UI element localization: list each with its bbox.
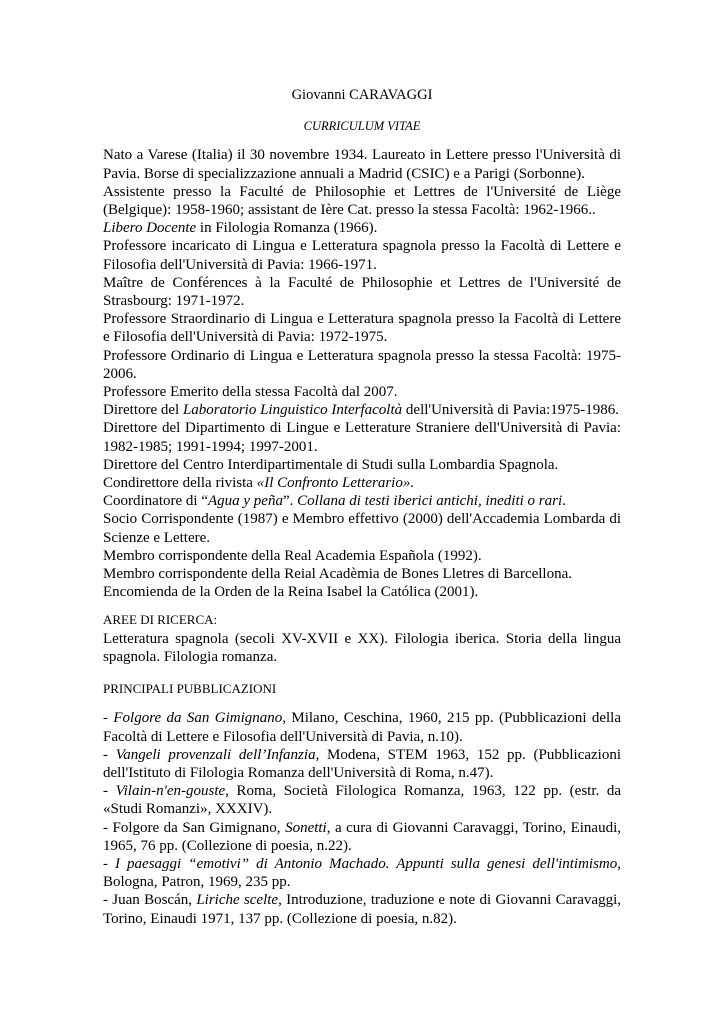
publication-item (103, 855, 621, 891)
cv-entry-text: in Filologia Romanza (1966). (196, 220, 378, 237)
cv-entry (103, 547, 621, 565)
cv-entry-italic-text: «Il Confronto Letterario». (256, 475, 415, 492)
cv-entry-text: Professore Straordinario di Lingua e Letteratura spagnola presso la Facoltà di Lettere e Filosofia dell'Università di Pavia: 1972-1975. (103, 311, 621, 346)
cv-entry-italic-text: Libero Docente (103, 220, 197, 237)
publication-item-italic-text: Liriche scelte, (196, 892, 282, 909)
section-title: CURRICULUM VITAE (303, 119, 421, 134)
publication-item-text: , Milano, Ceschina, 1960, 215 pp. (Pubblicazioni della Facoltà di Lettere e Filosofia dell'Università di Pavia, n.10). (103, 710, 621, 745)
cv-entry-text: Membro corrispondente della Reial Acadèmia de Bones Lletres di Barcellona. (103, 566, 573, 583)
cv-entry-italic-text: Agua y peña (207, 493, 283, 510)
page-content (103, 86, 621, 928)
cv-entry (103, 456, 621, 474)
publication-item-italic-text: Sonetti (285, 819, 327, 836)
publication-item (103, 709, 621, 745)
cv-entry (103, 237, 621, 273)
publication-item-text: , Modena, STEM 1963, 152 pp. (Pubblicazioni dell'Istituto di Filologia Romanza dell'Università di Roma, n.47). (103, 746, 622, 781)
cv-entry-text: Professore Ordinario di Lingua e Letteratura spagnola presso la stessa Facoltà: 1975-2006. (103, 347, 621, 382)
publications-list (103, 709, 621, 927)
publication-item-italic-text: Vangeli provenzali dell’Infanzia (115, 746, 316, 763)
cv-entry (103, 583, 621, 601)
cv-entry-text: Maître de Conférences à la Faculté de Philosophie et Lettres de l'Université de Strasbourg: 1971-1972. (103, 274, 621, 310)
publication-item-italic-text: Vilain-n'en-gouste (115, 783, 226, 800)
cv-entry-text: Professore incaricato di Lingua e Letteratura spagnola presso la Facoltà di Lettere e Filosofia dell'Università di Pavia: 1966-1971. (103, 238, 621, 273)
research-text: Letteratura spagnola (secoli XV-XVII e XX). Filologia iberica. Storia della lingua spagnola. Filologia romanza. (103, 630, 621, 665)
cv-entry (103, 183, 621, 219)
cv-entry-italic-text: Laboratorio Linguistico Interfacoltà (182, 402, 403, 419)
cv-entry-text: Socio Corrispondente (1987) e Membro effettivo (2000) dell'Accademia Lombarda di Scienze e Lettere. (103, 511, 621, 546)
publication-item-text: - (103, 855, 116, 872)
publication-item-italic-text: I paesaggi “emotivi” di Antonio Machado. Appunti sulla genesi dell'intimismo, (115, 855, 621, 872)
publication-item-text: - Folgore da San Gimignano, (103, 819, 286, 836)
cv-entry (103, 274, 621, 310)
publication-item-text: - (103, 710, 114, 727)
publication-item (103, 819, 621, 855)
author-name: Giovanni CARAVAGGI (291, 87, 433, 103)
publication-item-text: - Juan Boscán, (103, 892, 197, 909)
cv-entry-text: Membro corrispondente della Real Academia Española (1992). (103, 547, 482, 564)
cv-entry-text: Coordinatore di “ (103, 493, 208, 510)
research-heading: AREE DI RICERCA: (103, 612, 218, 628)
cv-entry-text: . (562, 493, 566, 510)
publication-item-text: - (103, 783, 116, 800)
cv-entry (103, 347, 621, 383)
cv-entry (103, 383, 621, 401)
cv-entry-text: Direttore del (103, 402, 183, 419)
cv-entry (103, 219, 621, 237)
publication-item (103, 746, 621, 782)
cv-entry (103, 510, 621, 546)
cv-entry-italic-text: Collana di testi iberici antichi, inediti o rari (297, 493, 563, 510)
cv-entry (103, 401, 621, 419)
cv-entry-text: Assistente presso la Faculté de Philosophie et Lettres de l'Université de Liège (Belgique): 1958-1960; assistant de Ière Cat. presso la stessa Facoltà: 1962-1966.. (103, 183, 621, 219)
publication-item-italic-text: Folgore da San Gimignano (113, 710, 283, 727)
cv-entry-text: Encomienda de la Orden de la Reina Isabel la Católica (2001). (103, 584, 479, 601)
cv-entry (103, 474, 621, 492)
cv-entry-text: Direttore del Centro Interdipartimentale di Studi sulla Lombardia Spagnola. (103, 456, 559, 473)
cv-entry (103, 492, 621, 510)
publication-item-text: - (103, 746, 116, 763)
cv-entry-text: ”. (282, 493, 298, 510)
publication-item (103, 891, 621, 927)
publication-item-text: , Roma, Società Filologica Romanza, 1963, 122 pp. (estr. da «Studi Romanzi», XXXIV). (103, 783, 621, 818)
cv-entry-text: Nato a Varese (Italia) il 30 novembre 1934. Laureato in Lettere presso l'Università di Pavia. Borse di specializzazione annuali a Madrid (CSIC) e a Parigi (Sorbonne). (103, 147, 621, 182)
publication-item-text: Bologna, Patron, 1969, 235 pp. (103, 874, 291, 891)
publication-item (103, 782, 621, 818)
cv-entry (103, 419, 621, 455)
publication-item-text: Introduzione, traduzione e note di Giovanni Caravaggi, Torino, Einaudi 1971, 137 pp. (Collezione di poesia, n.82). (103, 892, 622, 927)
cv-entry-text: Direttore del Dipartimento di Lingue e Letterature Straniere dell'Università di Pavia: 1982-1985; 1991-1994; 1997-2001. (103, 420, 621, 455)
cv-entry (103, 310, 621, 346)
cv-entry (103, 565, 621, 583)
publications-heading: PRINCIPALI PUBBLICAZIONI (103, 681, 277, 697)
cv-entry (103, 146, 621, 182)
cv-entry-text: Professore Emerito della stessa Facoltà dal 2007. (103, 384, 398, 401)
publication-item-text: , a cura di Giovanni Caravaggi, Torino, Einaudi, 1965, 76 pp. (Collezione di poesia, n.22). (103, 819, 621, 854)
cv-entry-text: Condirettore della rivista (103, 475, 257, 492)
cv-entries (103, 146, 621, 601)
cv-entry-text: dell'Università di Pavia:1975-1986. (402, 402, 619, 419)
